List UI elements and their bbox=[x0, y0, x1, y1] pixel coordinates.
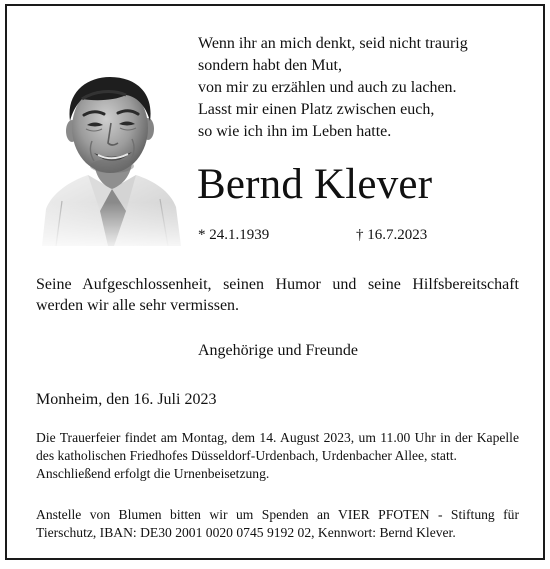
place-and-date: Monheim, den 16. Juli 2023 bbox=[36, 391, 217, 408]
mourners-signature: Angehörige und Freunde bbox=[198, 342, 358, 359]
portrait-photo bbox=[42, 71, 181, 246]
poem-line: so wie ich ihn im Leben hatte. bbox=[198, 123, 392, 140]
poem-line: Wenn ihr an mich denkt, seid nicht traurig bbox=[198, 35, 468, 52]
poem-line: von mir zu erzählen und auch zu lachen. bbox=[198, 79, 457, 96]
funeral-ceremony-text: Die Trauerfeier findet am Montag, dem 14. August 2023, um 11.00 Uhr in der Kapelle des katholischen Friedhofes Düsseldorf-Urdenbach, Urdenbacher Allee, statt. bbox=[36, 430, 519, 463]
obituary-notice bbox=[5, 4, 545, 560]
urn-burial-text: Anschließend erfolgt die Urnenbeisetzung. bbox=[36, 466, 270, 481]
deceased-name: Bernd Klever bbox=[197, 161, 433, 208]
poem-verse bbox=[198, 33, 528, 143]
poem-line: sondern habt den Mut, bbox=[198, 57, 342, 74]
birth-date: * 24.1.1939 bbox=[198, 227, 270, 243]
death-date: † 16.7.2023 bbox=[356, 227, 428, 243]
donation-request: Anstelle von Blumen bitten wir um Spenden an VIER PFOTEN - Stiftung für Tierschutz, IBAN: DE30 2001 0020 0745 9192 02, Kennwort: Bernd Klever. bbox=[36, 507, 519, 540]
funeral-details bbox=[36, 429, 519, 483]
tribute-text: Seine Aufgeschlossenheit, seinen Humor und seine Hilfsbereitschaft werden wir alle sehr vermissen. bbox=[36, 276, 519, 314]
poem-line: Lasst mir einen Platz zwischen euch, bbox=[198, 101, 435, 118]
